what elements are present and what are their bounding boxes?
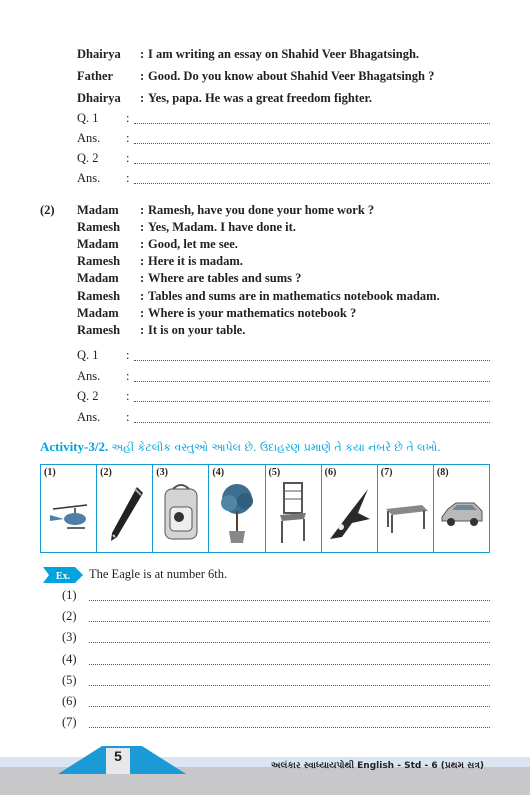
qa-label: Ans. <box>77 369 101 383</box>
speaker: Madam <box>77 203 119 217</box>
answer-line[interactable] <box>89 706 490 707</box>
example-badge-label: Ex. <box>55 571 71 582</box>
line-text: Good, let me see. <box>148 237 238 251</box>
picture-number: (7) <box>380 467 393 478</box>
separator: : <box>140 91 145 105</box>
speaker: Madam <box>77 306 119 320</box>
qa-row <box>77 111 490 125</box>
answer-line[interactable] <box>134 360 490 361</box>
speaker: Ramesh <box>77 220 121 234</box>
answer-number: (4) <box>62 652 77 666</box>
line-text: Yes, papa. He was a great freedom fighter. <box>148 91 373 105</box>
line-text: I am writing an essay on Shahid Veer Bhagatsingh. <box>148 47 420 61</box>
separator: : <box>140 237 145 251</box>
qa-row <box>77 151 490 165</box>
answer-number: (5) <box>62 673 77 687</box>
line-text: Tables and sums are in mathematics notebook madam. <box>148 289 440 303</box>
qa-colon: : <box>126 348 130 362</box>
line-text: Where are tables and sums ? <box>148 271 302 285</box>
picture-strip <box>40 464 490 553</box>
dialogue-line <box>77 91 372 106</box>
speaker: Dhairya <box>77 47 121 61</box>
answer-line[interactable] <box>89 642 490 643</box>
picture-number: (1) <box>44 467 56 478</box>
dialogue-line <box>77 271 301 286</box>
separator: : <box>140 47 145 61</box>
dialogue-line <box>77 237 238 252</box>
dialogue-line <box>77 323 245 338</box>
qa-colon: : <box>126 369 130 383</box>
line-text: Yes, Madam. I have done it. <box>148 220 296 234</box>
answer-line[interactable] <box>89 664 490 665</box>
picture-cell <box>153 465 209 552</box>
dialogue-line <box>77 306 356 321</box>
separator: : <box>140 289 145 303</box>
qa-row <box>77 369 490 383</box>
picture-cell <box>209 465 265 552</box>
picture-cell <box>41 465 97 552</box>
picture-number: (5) <box>268 467 281 478</box>
answer-line[interactable] <box>89 685 490 686</box>
answer-number: (1) <box>62 588 77 602</box>
speaker: Madam <box>77 237 119 251</box>
answer-row <box>62 652 490 666</box>
answer-line[interactable] <box>134 401 490 402</box>
answer-line[interactable] <box>134 381 490 382</box>
qa-colon: : <box>126 171 130 185</box>
potted-plant-icon <box>215 479 259 547</box>
line-text: Ramesh, have you done your home work ? <box>148 203 375 217</box>
speaker: Father <box>77 69 114 83</box>
qa-label: Ans. <box>77 410 101 424</box>
separator: : <box>140 220 145 234</box>
qa-label: Q. 1 <box>77 348 99 362</box>
speaker: Ramesh <box>77 323 121 337</box>
answer-line[interactable] <box>89 600 490 601</box>
line-text: Where is your mathematics notebook ? <box>148 306 357 320</box>
eagle-icon <box>328 479 372 547</box>
picture-cell <box>378 465 434 552</box>
answer-row <box>62 609 490 623</box>
answer-row <box>62 630 490 644</box>
section-number: (2) <box>40 203 55 217</box>
answer-line[interactable] <box>89 621 490 622</box>
speaker: Ramesh <box>77 254 121 268</box>
line-text: Good. Do you know about Shahid Veer Bhagatsingh ? <box>148 69 435 83</box>
picture-number: (8) <box>436 467 449 478</box>
answer-row <box>62 588 490 602</box>
answer-number: (7) <box>62 715 77 729</box>
qa-label: Ans. <box>77 171 101 185</box>
answer-line[interactable] <box>134 143 490 144</box>
qa-label: Q. 1 <box>77 111 99 125</box>
picture-number: (4) <box>212 467 225 478</box>
qa-label: Ans. <box>77 131 101 145</box>
picture-number: (3) <box>156 467 168 478</box>
answer-line[interactable] <box>134 123 490 124</box>
answer-number: (6) <box>62 694 77 708</box>
pen-icon <box>103 479 147 547</box>
example-text: The Eagle is at number 6th. <box>89 567 228 581</box>
school-bag-icon <box>159 479 203 547</box>
separator: : <box>140 254 145 268</box>
answer-line[interactable] <box>134 163 490 164</box>
example-badge <box>43 567 83 583</box>
picture-cell <box>266 465 322 552</box>
qa-colon: : <box>126 410 130 424</box>
qa-colon: : <box>126 111 130 125</box>
qa-colon: : <box>126 131 130 145</box>
qa-label: Q. 2 <box>77 389 99 403</box>
separator: : <box>140 271 145 285</box>
qa-row <box>77 348 490 362</box>
qa-row <box>77 410 490 424</box>
answer-line[interactable] <box>134 183 490 184</box>
picture-cell <box>434 465 489 552</box>
table-icon <box>384 479 428 547</box>
qa-label: Q. 2 <box>77 151 99 165</box>
qa-colon: : <box>126 151 130 165</box>
line-text: It is on your table. <box>148 323 246 337</box>
answer-number: (2) <box>62 609 77 623</box>
separator: : <box>140 306 145 320</box>
qa-colon: : <box>126 389 130 403</box>
dialogue-line <box>77 220 296 235</box>
line-text: Here it is madam. <box>148 254 243 268</box>
dialogue-line <box>77 69 434 84</box>
dialogue-line <box>77 254 243 269</box>
answer-line[interactable] <box>134 422 490 423</box>
separator: : <box>140 203 145 217</box>
answer-row <box>62 673 490 687</box>
picture-number: (2) <box>100 467 112 478</box>
activity-label: Activity-3/2. <box>40 439 109 454</box>
speaker: Madam <box>77 271 119 285</box>
qa-row <box>77 389 490 403</box>
picture-number: (6) <box>324 467 337 478</box>
helicopter-icon <box>47 479 91 547</box>
separator: : <box>140 323 145 337</box>
answer-row <box>62 694 490 708</box>
picture-cell <box>97 465 153 552</box>
qa-row <box>77 131 490 145</box>
answer-row <box>62 715 490 729</box>
speaker: Dhairya <box>77 91 121 105</box>
picture-cell <box>322 465 378 552</box>
answer-line[interactable] <box>89 727 490 728</box>
activity-instruction: અહીં કેટલીક વસ્તુઓ આપેલ છે. ઉદાહરણ પ્રમાણે તે કયા નંબરે છે તે લખો. <box>111 441 441 454</box>
qa-row <box>77 171 490 185</box>
footer-title: અલંકાર સ્વાધ્યાયપોથી English - Std - 6 (પ્રથમ સત્ર) <box>271 761 484 771</box>
dialogue-line <box>77 289 440 304</box>
dialogue-line <box>77 203 374 218</box>
speaker: Ramesh <box>77 289 121 303</box>
dialogue-line <box>77 47 419 62</box>
answer-number: (3) <box>62 630 77 644</box>
chair-icon <box>272 479 316 547</box>
page-number: 5 <box>114 748 122 764</box>
activity-heading <box>40 439 441 455</box>
car-icon <box>440 479 484 547</box>
separator: : <box>140 69 145 83</box>
